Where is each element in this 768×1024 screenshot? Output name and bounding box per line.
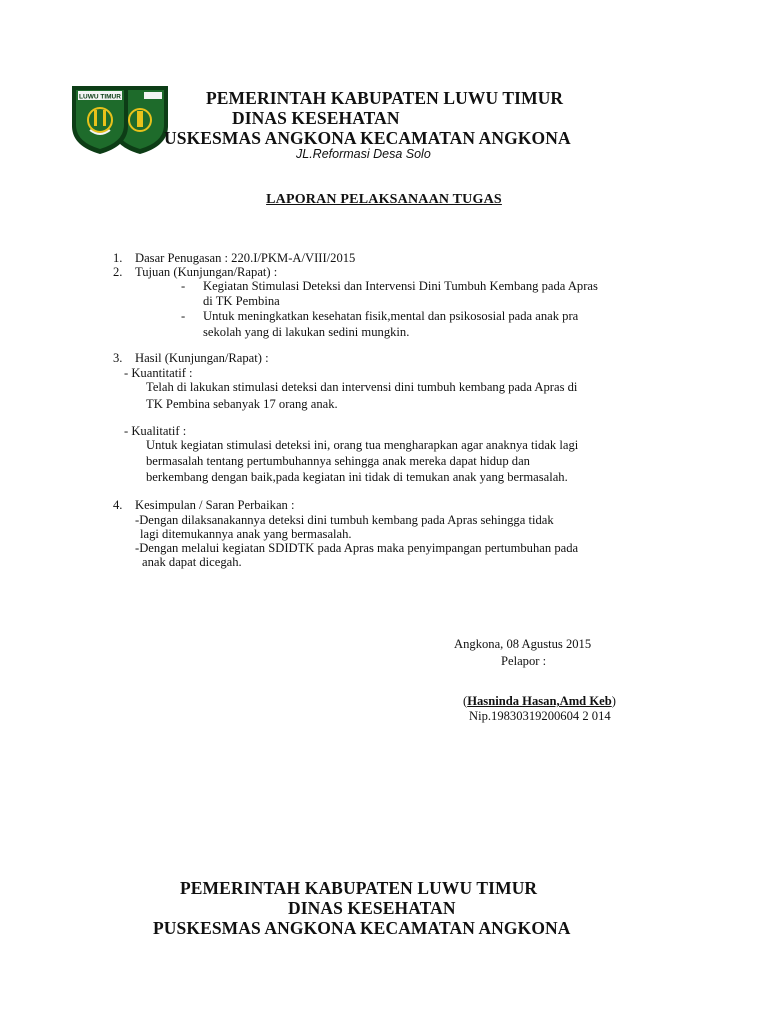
tujuan-point-1-line-1: Kegiatan Stimulasi Deteksi dan Intervensi Dini Tumbuh Kembang pada Apras <box>203 279 598 293</box>
item-dasar-penugasan: Dasar Penugasan : 220.I/PKM-A/VIII/2015 <box>135 251 356 265</box>
footer-puskesmas: PUSKESMAS ANGKONA KECAMATAN ANGKONA <box>153 918 571 938</box>
kesimpulan-line-4: anak dapat dicegah. <box>142 555 242 569</box>
signature-nip: Nip.19830319200604 2 014 <box>469 709 611 723</box>
signature-name: Hasninda Hasan,Amd Keb <box>467 694 612 708</box>
tujuan-point-1-line-2: di TK Pembina <box>203 294 280 308</box>
signature-role: Pelapor : <box>501 654 547 668</box>
item-number: 4. <box>113 498 123 512</box>
bullet-dash: - <box>181 279 186 293</box>
footer-department: DINAS KESEHATAN <box>288 898 456 918</box>
item-number: 1. <box>113 251 123 265</box>
signature-place-date: Angkona, 08 Agustus 2015 <box>454 637 592 651</box>
letterhead-department: DINAS KESEHATAN <box>232 108 400 128</box>
kualitatif-line-1: Untuk kegiatan stimulasi deteksi ini, orang tua mengharapkan agar anaknya tidak lagi <box>146 438 579 452</box>
signature-paren-close: ) <box>611 694 616 708</box>
signature-name-line <box>463 694 616 709</box>
item-hasil: Hasil (Kunjungan/Rapat) : <box>135 351 269 365</box>
kuantitatif-line-2: TK Pembina sebanyak 17 orang anak. <box>146 397 338 411</box>
letterhead-government: PEMERINTAH KABUPATEN LUWU TIMUR <box>206 88 564 108</box>
bullet-dash: - <box>181 309 186 323</box>
item-tujuan: Tujuan (Kunjungan/Rapat) : <box>135 265 278 279</box>
kesimpulan-line-3: -Dengan melalui kegiatan SDIDTK pada Apras maka penyimpangan pertumbuhan pada <box>135 541 579 555</box>
letterhead-address: JL.Reformasi Desa Solo <box>296 147 431 161</box>
kualitatif-label: - Kualitatif : <box>124 424 187 438</box>
kualitatif-line-2: bermasalah tentang pertumbuhannya sehingga anak mereka dapat hidup dan <box>146 454 530 468</box>
footer-government: PEMERINTAH KABUPATEN LUWU TIMUR <box>180 878 538 898</box>
tujuan-point-2-line-1: Untuk meningkatkan kesehatan fisik,mental dan psikososial pada anak pra <box>203 309 579 323</box>
item-number: 3. <box>113 351 123 365</box>
kesimpulan-line-1: -Dengan dilaksanakannya deteksi dini tumbuh kembang pada Apras sehingga tidak <box>135 513 554 527</box>
item-kesimpulan: Kesimpulan / Saran Perbaikan : <box>135 498 295 512</box>
item-number: 2. <box>113 265 123 279</box>
report-title: LAPORAN PELAKSANAAN TUGAS <box>266 192 502 207</box>
luwu-timur-logo <box>70 80 172 156</box>
kualitatif-line-3: berkembang dengan baik,pada kegiatan ini tidak di temukan anak yang bermasalah. <box>146 470 568 484</box>
letterhead-puskesmas: USKESMAS ANGKONA KECAMATAN ANGKONA <box>164 128 571 148</box>
signature-paren-open: ( <box>463 694 468 708</box>
tujuan-point-2-line-2: sekolah yang di lakukan sedini mungkin. <box>203 325 410 339</box>
kesimpulan-line-2: lagi ditemukannya anak yang bermasalah. <box>140 527 352 541</box>
kuantitatif-line-1: Telah di lakukan stimulasi deteksi dan intervensi dini tumbuh kembang pada Apras di <box>146 380 578 394</box>
kuantitatif-label: - Kuantitatif : <box>124 366 193 380</box>
logo-text: LUWU TIMUR <box>79 93 121 101</box>
